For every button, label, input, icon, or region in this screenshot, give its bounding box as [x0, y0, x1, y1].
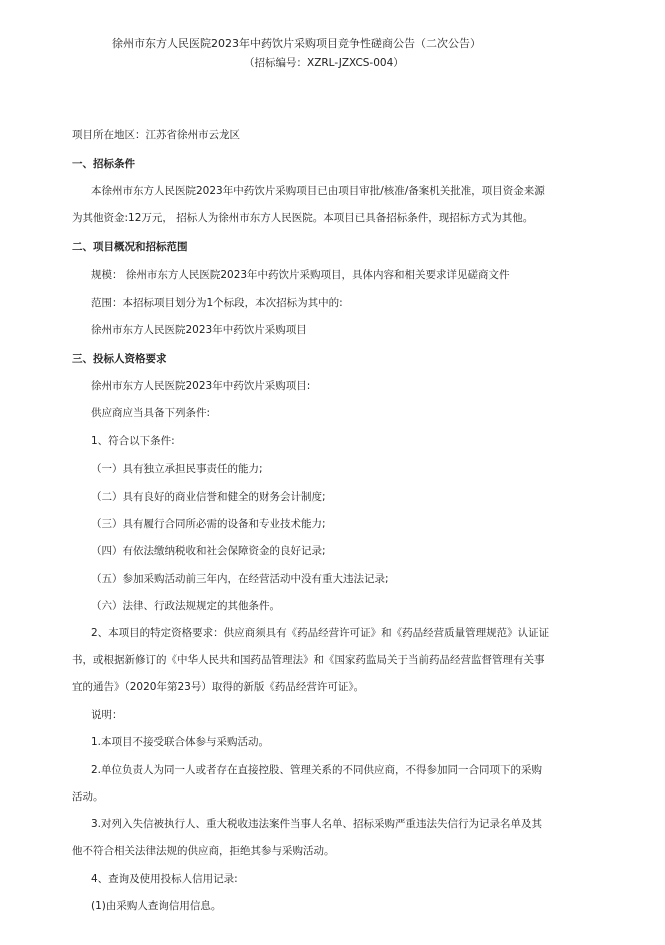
note-line: 3.对列入失信被执行人、重大税收违法案件当事人名单、招标采购严重违法失信行为记录名单及其	[91, 818, 543, 830]
paragraph-line: 规模： 徐州市东方人民医院2023年中药饮片采购项目，具体内容和相关要求详见磋商文件	[91, 269, 510, 281]
paragraph-line: 宜的通告》（2020年第23号）取得的新版《药品经营许可证》。	[72, 681, 365, 693]
paragraph-line: 范围：本招标项目划分为1个标段，本次招标为其中的:	[91, 297, 343, 309]
section-heading-project-overview: 二、项目概况和招标范围	[72, 241, 188, 253]
condition-item: （二）具有良好的商业信誉和健全的财务会计制度;	[91, 491, 326, 503]
paragraph-line: 供应商应当具备下列条件:	[91, 407, 211, 419]
condition-item: （六）法律、行政法规规定的其他条件。	[91, 600, 280, 612]
paragraph-line: 为其他资金:12万元， 招标人为徐州市东方人民医院。本项目已具备招标条件，现招标方式为其他。	[72, 212, 534, 224]
project-location: 项目所在地区：江苏省徐州市云龙区	[72, 129, 240, 141]
paragraph-line: 徐州市东方人民医院2023年中药饮片采购项目:	[91, 380, 311, 392]
bid-number: （招标编号：XZRL-JZXCS-004）	[244, 57, 404, 69]
note-line: 4、查询及使用投标人信用记录:	[91, 873, 238, 885]
paragraph-line: 本徐州市东方人民医院2023年中药饮片采购项目已由项目审批/核准/备案机关批准，项目资金来源	[91, 185, 545, 197]
condition-item: （五）参加采购活动前三年内，在经营活动中没有重大违法记录;	[91, 573, 389, 585]
note-line: 1.本项目不接受联合体参与采购活动。	[91, 736, 270, 748]
section-heading-bidding-conditions: 一、招标条件	[72, 158, 135, 170]
paragraph-line: 2、本项目的特定资格要求：供应商须具有《药品经营许可证》和《药品经营质量管理规范》认证证	[91, 627, 550, 639]
paragraph-line: 书，或根据新修订的《中华人民共和国药品管理法》和《国家药监局关于当前药品经营监督管理有关事	[72, 654, 545, 666]
document-title: 徐州市东方人民医院2023年中药饮片采购项目竞争性磋商公告（二次公告）	[112, 37, 481, 50]
notes-heading: 说明：	[91, 709, 123, 721]
condition-item: （四）有依法缴纳税收和社会保障资金的良好记录;	[91, 545, 326, 557]
note-line: 2.单位负责人为同一人或者存在直接控股、管理关系的不同供应商，不得参加同一合同项下的采购	[91, 764, 543, 776]
note-line: 他不符合相关法律法规的供应商，拒绝其参与采购活动。	[72, 845, 335, 857]
note-line: (1)由采购人查询信用信息。	[91, 900, 222, 912]
paragraph-line: 徐州市东方人民医院2023年中药饮片采购项目	[91, 324, 307, 336]
note-line: 活动。	[72, 791, 104, 803]
section-heading-qualification: 三、投标人资格要求	[72, 353, 167, 365]
condition-item: （一）具有独立承担民事责任的能力;	[91, 463, 263, 475]
paragraph-line: 1、符合以下条件:	[91, 435, 175, 447]
condition-item: （三）具有履行合同所必需的设备和专业技术能力;	[91, 518, 326, 530]
